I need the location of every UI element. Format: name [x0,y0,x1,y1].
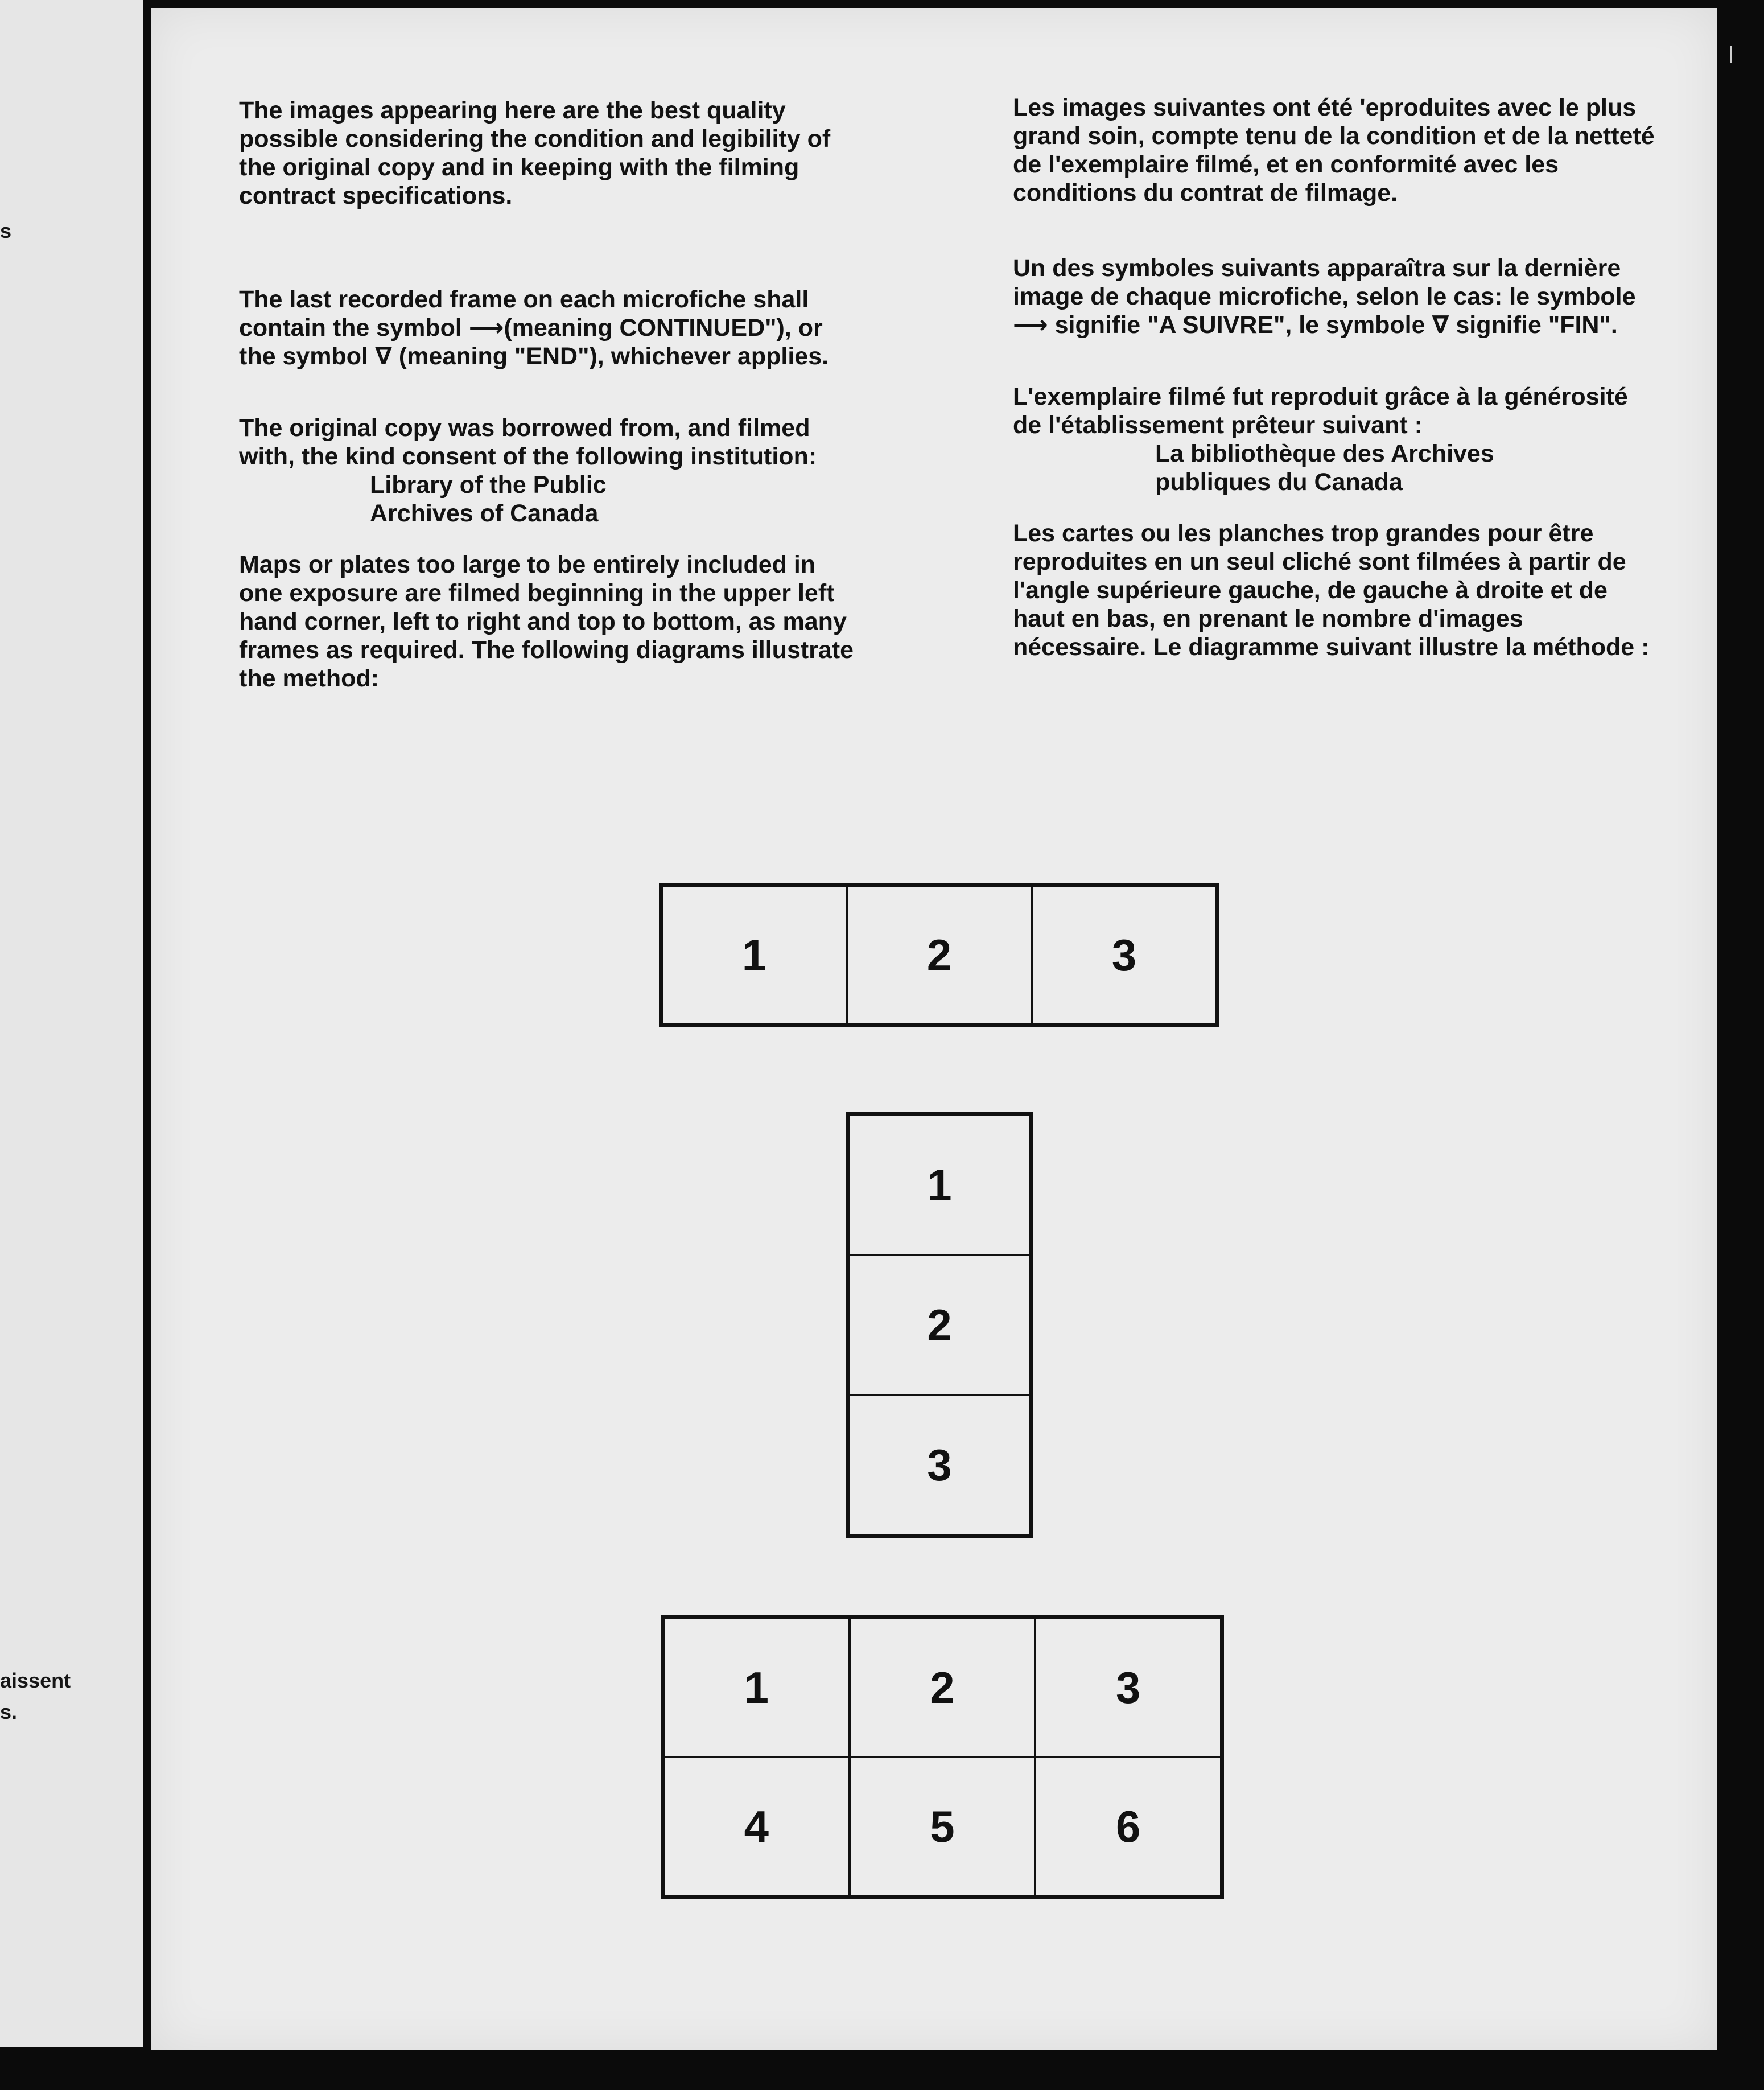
symbol-note-text: The last recorded frame on each microfiche shall contain the symbol [239,286,809,342]
frame-cell: 3 [848,1395,1031,1535]
margin-fragment: s. [0,1700,18,1723]
frame-cell: 2 [850,1618,1036,1757]
end-triangle-icon: ∇ [1432,311,1449,339]
symbol-note-fr [1013,254,1656,339]
institution-name-en [239,471,859,528]
frame-cell: 5 [850,1757,1036,1896]
margin-fragment: aissent [0,1669,71,1692]
continued-arrow-icon: ⟶ [468,314,504,342]
maps-note-en: Maps or plates too large to be entirely included in one exposure are filmed beginning in the upper left hand corner, left to right and top to bottom, as many frames as required. The following diagrams illustrate the method: [239,551,854,692]
institution-line: publiques du Canada [1155,468,1403,496]
institution-line: Library of the Public [370,471,607,499]
frame-cell: 3 [1035,1618,1221,1757]
quality-note-en: The images appearing here are the best quality possible considering the condition and legibility of the original copy and in keeping with the filming contract specifications. [239,97,831,209]
margin-fragment: s [0,219,12,242]
institution-note-en: The original copy was borrowed from, and filmed with, the kind consent of the following institution: [239,414,817,470]
frame-cell: 2 [847,886,1032,1024]
symbol-note-text: signifie "A SUIVRE", le symbole [1048,311,1432,339]
frame-cell: 4 [663,1757,850,1896]
institution-line: La bibliothèque des Archives [1155,440,1494,467]
quality-note-fr: Les images suivantes ont été 'eproduites avec le plus grand soin, compte tenu de la condition et de la netteté de l'exemplaire filmé, et en conformité avec les conditions du contrat de filmage. [1013,94,1655,207]
diagram-vertical [846,1112,1033,1538]
diagram-horizontal [659,883,1219,1027]
end-triangle-icon: ∇ [374,343,392,370]
frame-cell: 3 [1032,886,1217,1024]
continued-arrow-icon: ⟶ [1013,311,1048,339]
frame-cell: 1 [663,1618,850,1757]
frame-cell: 1 [848,1115,1031,1255]
french-column [1013,93,1656,661]
symbol-note-text: (meaning CONTINUED"), or the symbol [239,314,823,370]
frame-cell: 6 [1035,1757,1221,1896]
institution-name-fr [1013,439,1656,496]
institution-line: Archives of Canada [370,500,599,527]
maps-note-fr: Les cartes ou les planches trop grandes pour être reproduites en un seul cliché sont filmées à partir de l'angle supérieure gauche, de gauche à droite et de haut en bas, en prenant le nombre d'images nécessaire. Le diagramme suivant illustre la méthode : [1013,520,1650,661]
film-edge-mark [1730,46,1732,63]
symbol-note-en [239,285,859,371]
adjacent-page-strip [0,0,143,2047]
institution-note-fr: L'exemplaire filmé fut reproduit grâce à la générosité de l'établissement prêteur suivant : [1013,383,1628,439]
diagram-grid [661,1615,1224,1899]
frame-cell: 2 [848,1255,1031,1395]
symbol-note-text: Un des symboles suivants apparaîtra sur la dernière image de chaque microfiche, selon le cas: le symbole [1013,254,1636,310]
symbol-note-text: (meaning "END"), whichever applies. [391,343,829,370]
microfiche-target-page [151,8,1717,2050]
frame-cell: 1 [662,886,847,1024]
english-column [239,96,859,693]
symbol-note-text: signifie "FIN". [1449,311,1618,339]
